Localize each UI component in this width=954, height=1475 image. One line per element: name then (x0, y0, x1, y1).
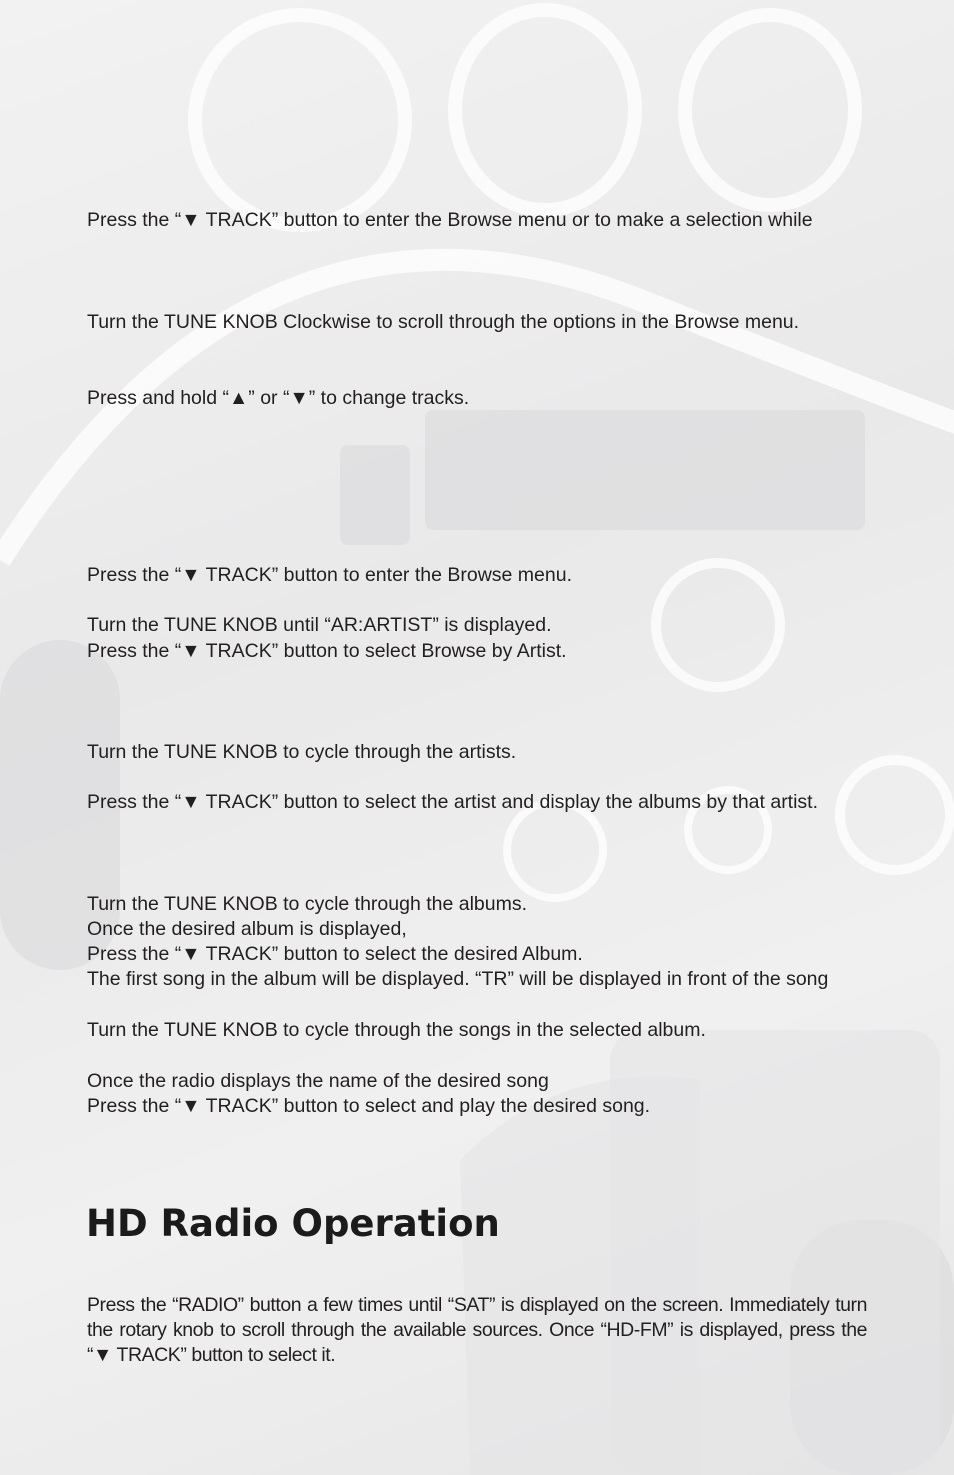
instruction-cycle-artists: Turn the TUNE KNOB to cycle through the artists. (87, 741, 517, 763)
instruction-cycle-albums: Turn the TUNE KNOB to cycle through the albums. (87, 893, 528, 915)
instruction-tune-artist: Turn the TUNE KNOB until “AR:ARTIST” is displayed. (87, 614, 552, 636)
instruction-play-song: Press the “▼ TRACK” button to select and play the desired song. (87, 1095, 651, 1117)
instruction-hold-change-tracks: Press and hold “▲” or “▼” to change tracks. (87, 387, 470, 409)
instruction-song-displayed: Once the radio displays the name of the desired song (87, 1070, 549, 1092)
instruction-select-browse-artist: Press the “▼ TRACK” button to select Browse by Artist. (87, 640, 567, 662)
instruction-select-artist: Press the “▼ TRACK” button to select the artist and display the albums by that artist. (87, 791, 819, 813)
instruction-select-album: Press the “▼ TRACK” button to select the desired Album. (87, 943, 583, 965)
instruction-cycle-songs: Turn the TUNE KNOB to cycle through the songs in the selected album. (87, 1019, 706, 1041)
section-heading-hd-radio: HD Radio Operation (86, 1202, 500, 1245)
instruction-album-displayed: Once the desired album is displayed, (87, 918, 407, 940)
instruction-tune-scroll: Turn the TUNE KNOB Clockwise to scroll through the options in the Browse menu. (87, 311, 800, 333)
instruction-enter-browse: Press the “▼ TRACK” button to enter the Browse menu. (87, 564, 572, 586)
hd-radio-paragraph: Press the “RADIO” button a few times until “SAT” is displayed on the screen. Immediately turn the rotary knob to scroll through the available sources. Once “HD-FM” is displayed, press the “▼ TRACK” button to select it. (87, 1294, 867, 1366)
instruction-browse-enter-select: Press the “▼ TRACK” button to enter the Browse menu or to make a selection while (87, 209, 813, 231)
instruction-first-song: The first song in the album will be displayed. “TR” will be displayed in front of the song (87, 968, 829, 990)
